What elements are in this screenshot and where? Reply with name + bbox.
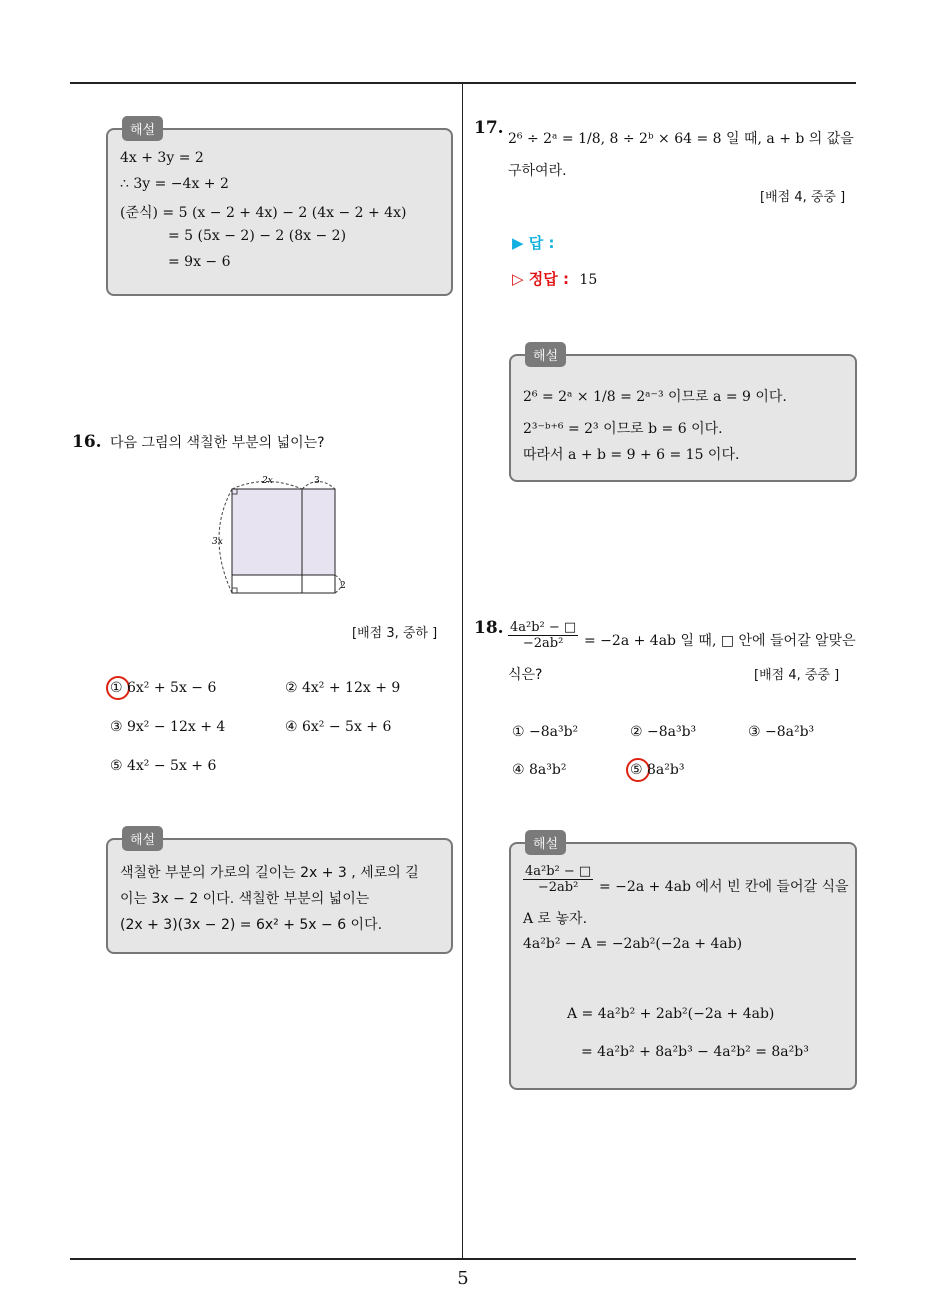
q15-line-4: = 5 (5x − 2) − 2 (8x − 2) (168, 228, 347, 244)
solution-tag: 해설 (525, 342, 566, 367)
q18-score: [배점 4, 중중 ] (754, 668, 840, 683)
q17-solution-line-2: 2³⁻ᵇ⁺⁶ = 2³ 이므로 b = 6 이다. (523, 421, 723, 437)
fig-label-2x: 2x (262, 476, 273, 486)
q16-number: 16. (72, 432, 102, 452)
solution-tag: 해설 (122, 826, 163, 851)
q16-choice-2[interactable]: ② 4x² + 12x + 9 (285, 680, 401, 696)
bottom-rule (70, 1258, 856, 1260)
q18-choice-1[interactable]: ① −8a³b² (512, 724, 579, 740)
q17-text-2: 구하여라. (508, 163, 567, 179)
q18-frac-den: −2ab² (522, 636, 564, 651)
solution-tag: 해설 (122, 116, 163, 141)
q15-solution-box (106, 123, 453, 296)
q17-solution-line-1: 2⁶ = 2ᵃ × 1/8 = 2ᵃ⁻³ 이므로 a = 9 이다. (523, 389, 787, 405)
solution-tag: 해설 (525, 830, 566, 855)
q16-choice-3[interactable]: ③ 9x² − 12x + 4 (110, 719, 226, 735)
q16-solution-box (106, 833, 453, 954)
q18-choice-2[interactable]: ② −8a³b³ (630, 724, 697, 740)
q16-choice-1[interactable]: ① 6x² + 5x − 6 (110, 680, 217, 696)
q18-solution-line-1: = −2a + 4ab 에서 빈 칸에 들어갈 식을 (599, 879, 849, 895)
q15-line-5: = 9x − 6 (168, 254, 231, 270)
q16-choice-5[interactable]: ⑤ 4x² − 5x + 6 (110, 758, 217, 774)
q18-solution-box (509, 837, 857, 1090)
q18-choice-4[interactable]: ④ 8a³b² (512, 762, 567, 778)
q18-text-1: = −2a + 4ab 일 때, □ 안에 들어갈 알맞은 (584, 633, 856, 649)
q17-solution-line-3: 따라서 a + b = 9 + 6 = 15 이다. (523, 447, 740, 463)
top-rule (70, 82, 856, 84)
q18-choice-3[interactable]: ③ −8a²b³ (748, 724, 815, 740)
q16-solution-line-1: 색칠한 부분의 가로의 길이는 2x + 3 , 세로의 길 (120, 865, 419, 881)
q18-sol-fraction (523, 864, 593, 895)
q18-solution-line-5: = 4a²b² + 8a²b³ − 4a²b² = 8a²b³ (581, 1044, 809, 1060)
column-divider (462, 84, 463, 1260)
q16-choice-4[interactable]: ④ 6x² − 5x + 6 (285, 719, 392, 735)
q17-solution-box (509, 349, 857, 482)
fig-label-right: 2 (340, 581, 346, 591)
q18-sol-frac-den: −2ab² (537, 880, 579, 895)
q18-frac-num: 4a²b² − □ (510, 620, 577, 635)
q17-number: 17. (474, 118, 504, 138)
q17-correct-value: 15 (579, 272, 598, 288)
fig-label-3: 3 (314, 476, 320, 486)
q16-figure (208, 472, 358, 602)
q18-fraction (508, 620, 578, 651)
q18-text-2: 식은? (508, 667, 543, 683)
q18-sol-frac-num: 4a²b² − □ (525, 864, 592, 879)
q15-line-2: ∴ 3y = −4x + 2 (120, 176, 229, 192)
q16-score: [배점 3, 중하 ] (352, 626, 438, 641)
q16-question (72, 432, 325, 452)
q17-correct-row (512, 268, 597, 289)
page-number: 5 (457, 1268, 469, 1289)
q16-solution-line-2: 이는 3x − 2 이다. 색칠한 부분의 넓이는 (120, 891, 370, 907)
q18-number: 18. (474, 618, 504, 638)
q17-score: [배점 4, 중중 ] (760, 190, 846, 205)
fig-label-3x: 3x (212, 537, 223, 547)
q16-text: 다음 그림의 색칠한 부분의 넓이는? (110, 435, 325, 451)
q17-answer-label: ▶ 답 : (512, 234, 555, 252)
q18-solution-line-3: 4a²b² − A = −2ab²(−2a + 4ab) (523, 936, 743, 952)
q15-line-1: 4x + 3y = 2 (120, 150, 204, 166)
q18-solution-line-2: A 로 놓자. (523, 911, 588, 927)
q18-solution-line-4: A = 4a²b² + 2ab²(−2a + 4ab) (567, 1006, 775, 1022)
q17-correct-label: ▷ 정답 : (512, 270, 569, 288)
q17-text-1: 2⁶ ÷ 2ᵃ = 1/8, 8 ÷ 2ᵇ × 64 = 8 일 때, a + b 의 값을 (508, 131, 854, 147)
q15-line-3: (준식) = 5 (x − 2 + 4x) − 2 (4x − 2 + 4x) (120, 205, 407, 221)
q18-choice-5[interactable]: ⑤ 8a²b³ (630, 762, 685, 778)
q16-solution-line-3: (2x + 3)(3x − 2) = 6x² + 5x − 6 이다. (120, 917, 383, 933)
